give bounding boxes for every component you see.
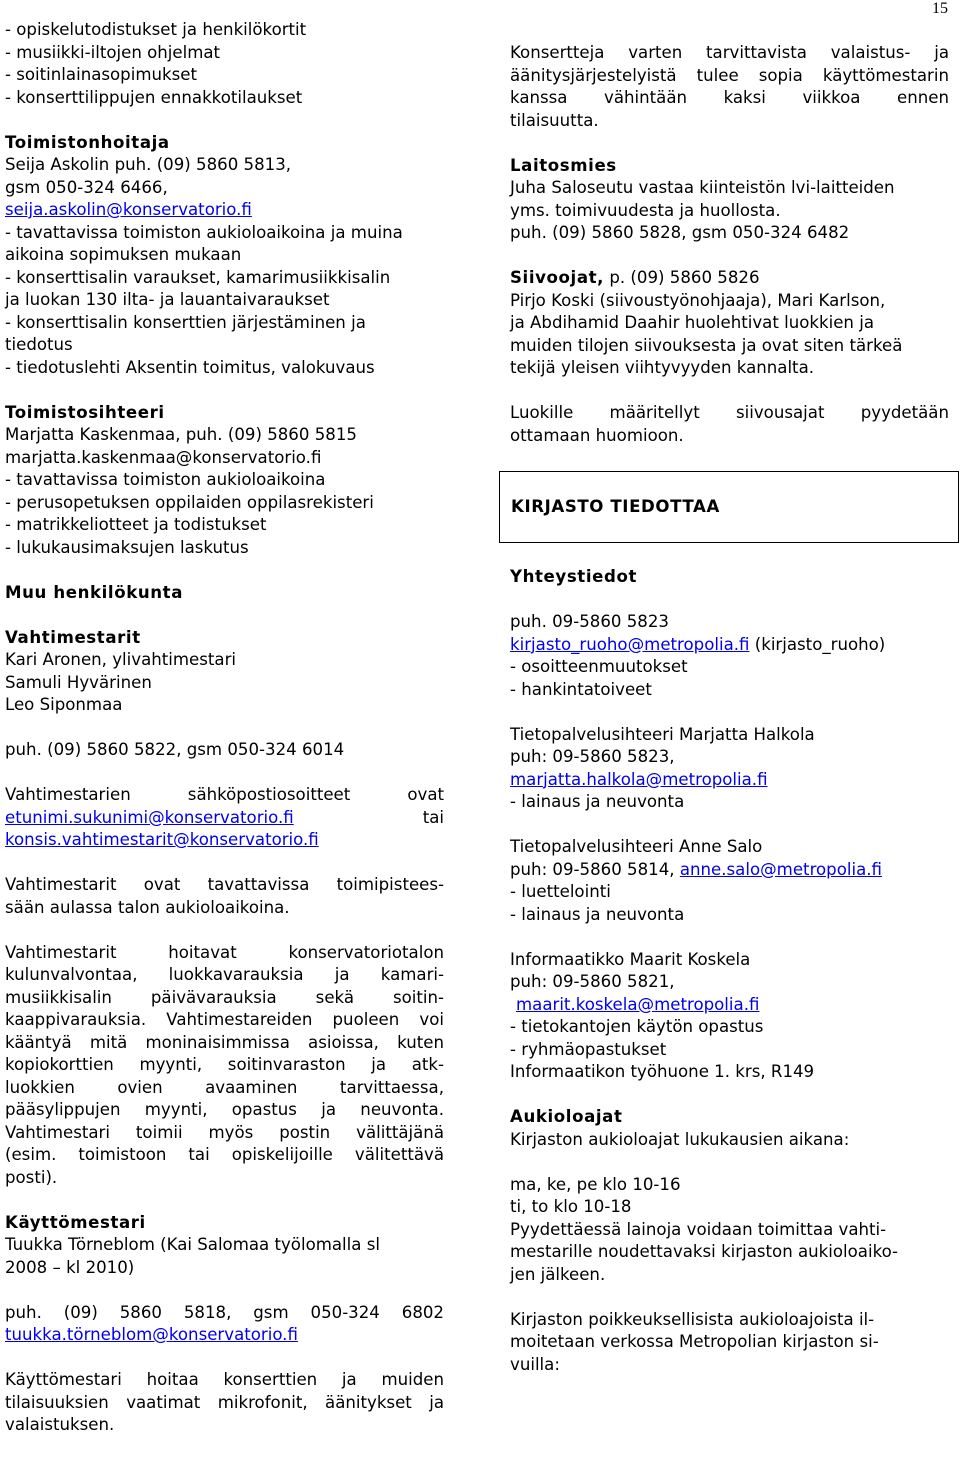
hours-list [510,1174,949,1287]
concert-note [510,42,949,132]
other-staff-heading: Muu henkilökunta [5,582,184,602]
cleaners-heading: Siivoojat, [510,268,605,287]
task-line: - lainaus ja neuvonta [510,904,685,924]
operator-section [5,1212,444,1280]
operator-duties [5,1369,444,1437]
staff-title: Tietopalvelusihteeri Anne Salo [510,837,763,856]
office-manager-heading: Toimistonhoitaja [5,132,170,152]
office-secretary-heading: Toimistosihteeri [5,402,165,422]
task-line: - lainaus ja neuvonta [510,792,685,811]
duty-line: ja luokan 130 ilta- ja lauantaivaraukset [5,290,330,309]
staff-entry [510,724,949,814]
text-line: 2008 – kl 2010) [5,1257,135,1277]
operator-heading: Käyttömestari [5,1212,146,1232]
text-line: mestarille noudettavaksi kirjaston aukioloaiko- [510,1242,899,1261]
text-line: jen jälkeen. [510,1264,606,1284]
text-line: Kirjaston poikkeuksellisista aukioloajoista il- [510,1309,875,1329]
duty-line: aikoina sopimuksen mukaan [5,245,242,264]
janitors-duties [5,942,444,1190]
text-line: Vahtimestarit ovat tavattavissa toimipistees- [5,875,444,894]
text-line: Juha Saloseutu vastaa kiinteistön lvi-laitteiden [510,178,895,197]
office-manager-section [5,132,444,380]
janitors-heading: Vahtimestarit [5,627,141,647]
text-line: (esim. toimistoon tai opiskelijoille välitettävä [5,1145,444,1164]
caretaker-section [510,155,949,245]
hours-line: ti, to klo 10-18 [510,1197,632,1216]
text-line: muiden tilojen siivouksesta ja ovat siten tärkeä [510,335,903,355]
cleaners-section [510,267,949,380]
text-line: kopiokorttien myynti, soitinvaraston ja atk- [5,1055,444,1074]
janitors-availability [5,874,444,919]
hours-section [510,1106,949,1151]
text-line: tekijä yleisen viihtyvyyden kannalta. [510,358,815,377]
left-column [5,19,444,1459]
list-item: - soitinlainasopimukset [5,65,197,84]
text-line: kaappivarauksia. Vahtimestareiden puoleen voi [5,1010,444,1029]
staff-title: Tietopalvelusihteeri Marjatta Halkola [510,724,815,744]
text-line: posti). [5,1167,58,1187]
cleaning-note [510,402,949,447]
duty-line: - lukukausimaksujen laskutus [5,537,249,557]
staff-entry [510,836,949,926]
emails-intro: Vahtimestarien sähköpostiosoitteet ovat [5,785,444,804]
duty-line: - konserttisalin varaukset, kamarimusiikkisalin [5,267,391,287]
office-secretary-section [5,402,444,560]
text-line: marjatta.kaskenmaa@konservatorio.fi [5,447,322,467]
duty-line: - konserttisalin konserttien järjestäminen ja [5,312,366,332]
text-line: Tuukka Törneblom (Kai Salomaa työlomalla sl [5,1235,380,1254]
text-line: luokkien ovien avaaminen tarvittaessa, [5,1077,444,1097]
hours-heading: Aukioloajat [510,1107,623,1126]
library-email-alias: (kirjasto_ruoho) [749,634,886,654]
staff-entry [510,949,949,1084]
list-item: - musiikki-iltojen ohjelmat [5,42,221,62]
text-line: Marjatta Kaskenmaa, puh. (09) 5860 5815 [5,425,357,444]
text-line: Konsertteja varten tarvittavista valaistus- ja [510,43,949,62]
library-contact [510,611,949,701]
janitors-phone: puh. (09) 5860 5822, gsm 050-324 6014 [5,740,345,759]
janitor-name: Samuli Hyvärinen [5,672,152,692]
cleaners-phone: p. (09) 5860 5826 [604,268,760,287]
task-line: - luettelointi [510,882,611,901]
text-line: Luokille määritellyt siivousajat pyydetään [510,403,949,422]
duty-line: tiedotus [5,335,73,354]
operator-email-link[interactable]: tuukka.törneblom@konservatorio.fi [5,1325,298,1344]
staff-title: Informaatikko Maarit Koskela [510,949,751,969]
staff-phone: puh: 09-5860 5814, [510,859,680,879]
operator-phone: puh. (09) 5860 5818, gsm 050-324 6802 [5,1302,444,1322]
text-line: yms. toimivuudesta ja huollosta. [510,200,781,220]
office-tasks-list [5,19,444,109]
library-announcement-box [499,471,959,543]
text-line: kulunvalvontaa, luokkavarauksia ja kamari- [5,965,444,984]
text-line: Pyydettäessä lainoja voidaan toimittaa vahti- [510,1219,887,1239]
text-line: sään aulassa talon aukioloaikoina. [5,897,290,917]
text-line: Vahtimestarit hoitavat konservatoriotalon [5,942,444,962]
janitor-name: Kari Aronen, ylivahtimestari [5,650,237,669]
staff-email-link[interactable]: marjatta.halkola@metropolia.fi [510,769,768,789]
hours-intro: Kirjaston aukioloajat lukukausien aikana: [510,1129,850,1149]
library-email-link[interactable]: kirjasto_ruoho@metropolia.fi [510,634,750,654]
text-line: tilaisuuksien vaatimat mikrofonit, äänitykset ja [5,1392,444,1412]
janitor-name: Leo Siponmaa [5,695,123,714]
task-line: - hankintatoiveet [510,679,652,699]
text-line: Seija Askolin puh. (09) 5860 5813, [5,155,292,174]
staff-phone: puh: 09-5860 5821, [510,972,675,991]
caretaker-heading: Laitosmies [510,155,617,175]
janitors-shared-email-link[interactable]: konsis.vahtimestarit@konservatorio.fi [5,830,319,849]
list-item: - opiskelutodistukset ja henkilökortit [5,20,307,39]
task-line: - ryhmäopastukset [510,1039,667,1059]
text-line: tilaisuutta. [510,110,599,130]
staff-phone: puh: 09-5860 5823, [510,747,675,766]
duty-line: - tiedotuslehti Aksentin toimitus, valokuvaus [5,357,375,377]
text-line: ottamaan huomioon. [510,425,684,445]
library-column [510,566,949,1399]
task-line: - tietokantojen käytön opastus [510,1017,764,1036]
staff-email-link[interactable]: maarit.koskela@metropolia.fi [516,994,760,1014]
page-number: 15 [932,0,948,17]
library-contact-heading: Yhteystiedot [510,567,637,586]
duty-line: - perusopetuksen oppilaiden oppilasrekisteri [5,492,374,512]
text-line: valaistuksen. [5,1415,115,1434]
text-line: musiikkisalin päivävarauksia sekä soitin- [5,987,444,1007]
text-line: äänitysjärjestelyistä tulee sopia käyttömestarin [510,65,949,85]
text-line: moitetaan verkossa Metropolian kirjaston si- [510,1332,879,1351]
exceptions-note [510,1309,949,1377]
office-manager-email-link[interactable]: seija.askolin@konservatorio.fi [5,200,252,219]
library-box-title: KIRJASTO TIEDOTTAA [511,497,720,516]
staff-email-link[interactable]: anne.salo@metropolia.fi [679,859,882,879]
text-line: Vahtimestari toimii myös postin välittäjänä [5,1122,444,1142]
email-pattern-link[interactable]: etunimi.sukunimi@konservatorio.fi [5,807,294,827]
text-line: Pirjo Koski (siivoustyönohjaaja), Mari Karlson, [510,290,886,310]
text-line: Käyttömestari hoitaa konserttien ja muiden [5,1370,444,1389]
list-item: - konserttilippujen ennakkotilaukset [5,87,303,107]
text-line: vuilla: [510,1354,560,1374]
text-line: pääsylippujen myynti, opastus ja neuvonta. [5,1100,444,1119]
text-line: gsm 050-324 6466, [5,177,168,197]
duty-line: - matrikkeliotteet ja todistukset [5,515,267,534]
duty-line: - tavattavissa toimiston aukioloaikoina [5,470,326,489]
janitors-section [5,627,444,717]
duty-line: - tavattavissa toimiston aukioloaikoina ja muina [5,222,403,242]
text-line: kääntyä mitä moninaisimmissa asioissa, kuten [5,1032,444,1052]
library-phone: puh. 09-5860 5823 [510,612,669,631]
right-column [510,42,949,470]
text-line: puh. (09) 5860 5828, gsm 050-324 6482 [510,223,850,242]
hours-line: ma, ke, pe klo 10-16 [510,1174,681,1194]
task-line: Informaatikon työhuone 1. krs, R149 [510,1062,815,1081]
other-staff-section [5,582,444,605]
email-or-text: tai [422,807,444,827]
text-line: kanssa vähintään kaksi viikkoa ennen [510,88,949,107]
task-line: - osoitteenmuutokset [510,657,688,676]
janitors-emails [5,784,444,852]
text-line: ja Abdihamid Daahir huolehtivat luokkien ja [510,313,874,332]
